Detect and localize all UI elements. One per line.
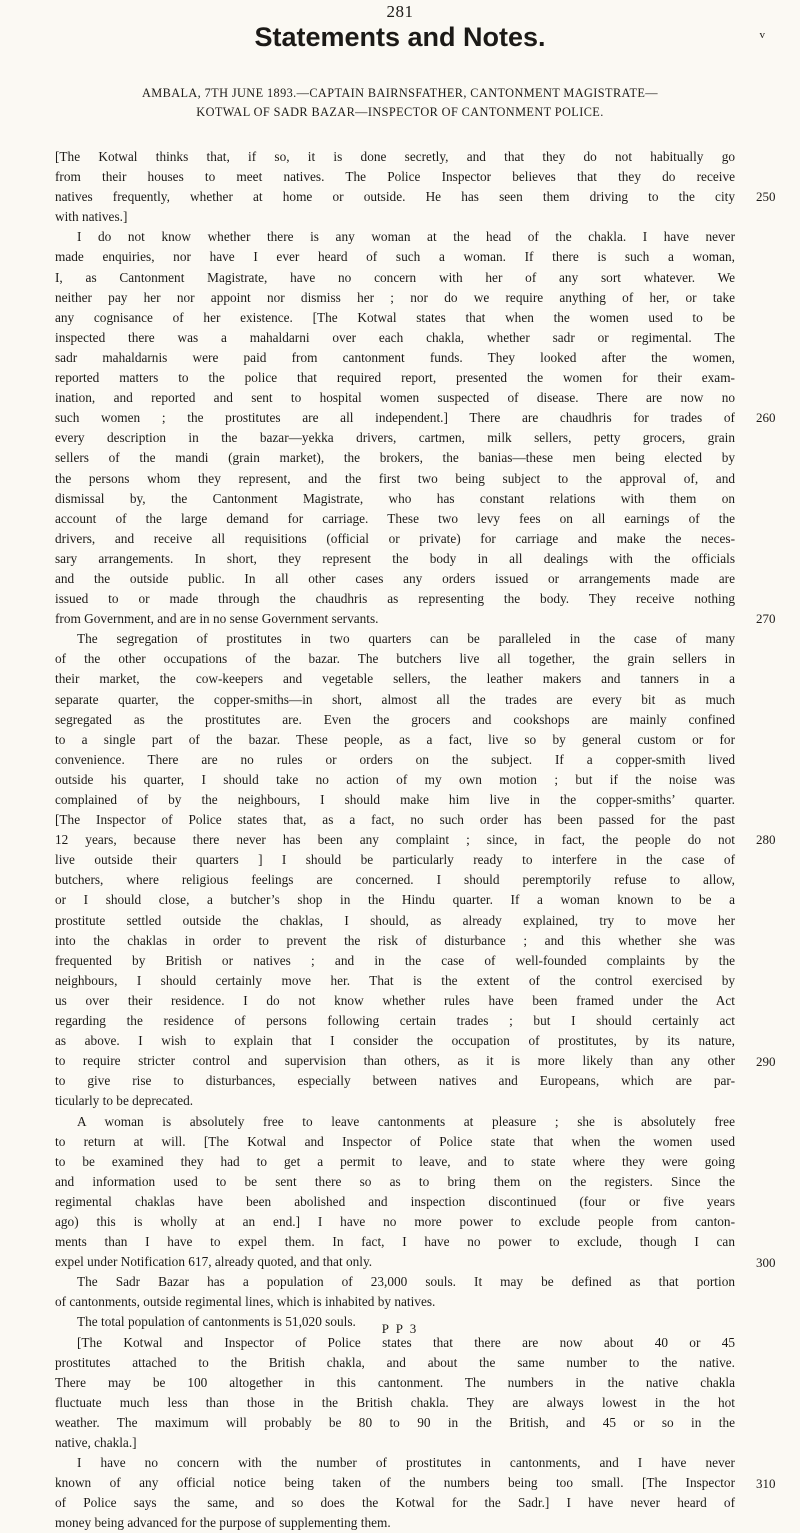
- text-line: frequented by British or natives ; and in the case of well-founded complaints by the: [55, 952, 735, 968]
- text-line: prostitute settled outside the chaklas, I should, as already explained, try to move her: [55, 912, 735, 928]
- text-line: separate quarter, the copper-smiths—in short, almost all the trades are every bit as much: [55, 691, 735, 707]
- text-line: I do not know whether there is any woman at the head of the chakla. I have never: [77, 229, 735, 245]
- dateline: [40, 84, 760, 122]
- text-line: such women ; the prostitutes are all independent.] There are chaudhris for trades of: [55, 410, 735, 426]
- text-line: complained of by the neighbours, I should make him live in the copper-smiths’ quarter.: [55, 792, 735, 807]
- text-line: natives frequently, whether at home or outside. He has seen them driving to the city: [55, 189, 735, 205]
- text-line: of the other occupations of the bazar. The butchers live all together, the grain sellers in: [55, 651, 735, 667]
- text-line: any cognisance of her existence. [The Kotwal states that when the women used to be: [55, 309, 735, 325]
- text-line: regimental chaklas have been abolished and inspection discontinued (four or five years: [55, 1193, 735, 1209]
- text-line: I have no concern with the number of prostitutes in cantonments, and I have never: [77, 1455, 735, 1471]
- text-line: and the outside public. In all other cases any orders issued or arrangements made are: [55, 570, 735, 586]
- text-line: inspected there was a mahaldarni over each chakla, whether sadr or regimental. The: [55, 329, 735, 345]
- text-line: expel under Notification 617, already quoted, and that only.: [55, 1254, 373, 1270]
- text-line: ination, and reported and sent to hospital women suspected of disease. There are now no: [55, 390, 735, 406]
- text-line: sary arrangements. In short, they represent the body in all dealings with the officials: [55, 550, 735, 566]
- text-line: with natives.]: [55, 209, 128, 225]
- text-line: The total population of cantonments is 51,020 souls.: [77, 1314, 356, 1330]
- page-number: 281: [386, 2, 414, 21]
- text-line: There may be 100 altogether in this cantonment. The numbers in the native chakla: [55, 1374, 735, 1390]
- text-line: I, as Cantonment Magistrate, have no concern with her of any sort whatever. We: [55, 269, 735, 285]
- margin-line-number: 310: [756, 1475, 776, 1491]
- text-line: ments than I have to expel them. In fact, I have no power to exclude, though I can: [55, 1234, 735, 1250]
- text-line: The Sadr Bazar has a population of 23,000 souls. It may be defined as that portion: [77, 1274, 735, 1290]
- text-line: money being advanced for the purpose of supplementing them.: [55, 1515, 391, 1531]
- text-line: from their houses to meet natives. The Police Inspector believes that they do receive: [55, 169, 735, 185]
- text-line: live outside their quarters ] I should be particularly ready to interfere in the case of: [55, 852, 735, 868]
- text-line: to return at will. [The Kotwal and Inspector of Police state that when the women used: [55, 1133, 735, 1149]
- text-line: us over their residence. I do not know whether rules have been framed under the Act: [55, 992, 735, 1008]
- text-line: and information used to be sent there so as to bring them on the registers. Since the: [55, 1173, 735, 1189]
- text-line: weather. The maximum will probably be 80 to 90 in the British, and 45 or so in the: [55, 1414, 735, 1430]
- text-line: or I should close, a butcher’s shop in the Hindu quarter. If a woman known to be a: [55, 892, 735, 908]
- dateline-line-1: AMBALA, 7TH JUNE 1893.—CAPTAIN BAIRNSFATHER, CANTONMENT MAGISTRATE—: [141, 86, 658, 100]
- text-line: known of any official notice being taken of the numbers being too small. [The Inspector: [55, 1475, 735, 1491]
- text-line: reported matters to the police that required report, presented the women for their exam-: [55, 370, 735, 386]
- text-line: of cantonments, outside regimental lines, which is inhabited by natives.: [55, 1294, 436, 1310]
- text-line: ago) this is wholly at an end.] I have no more power to exclude people from canton-: [55, 1213, 735, 1229]
- text-line: 12 years, because there never has been any complaint ; since, in fact, the people do not: [55, 832, 735, 848]
- text-line: ticularly to be deprecated.: [55, 1093, 194, 1109]
- margin-line-number: 290: [756, 1053, 776, 1069]
- text-line: made enquiries, nor have I ever heard of such a woman. If there is such a woman,: [55, 249, 735, 265]
- text-line: The segregation of prostitutes in two quarters can be paralleled in the case of many: [77, 631, 735, 647]
- text-line: outside his quarter, I should take no action of my own motion ; but if the noise was: [55, 771, 735, 787]
- text-line: to give rise to disturbances, especially between natives and Europeans, which are par-: [55, 1073, 735, 1089]
- printer-signature: P P 3: [381, 1321, 419, 1336]
- text-line: their market, the cow-keepers and vegetable sellers, the leather makers and tanners in a: [55, 671, 735, 687]
- text-line: account of the large demand for carriage. These two levy fees on all earnings of the: [55, 510, 735, 526]
- signature-mark: v: [759, 29, 765, 41]
- text-line: regarding the residence of persons following certain trades ; but I should certainly act: [55, 1013, 735, 1029]
- text-line: sellers of the mandi (grain market), the brokers, the banias—these men being elected by: [55, 450, 735, 466]
- text-line: native, chakla.]: [55, 1435, 137, 1450]
- text-line: into the chaklas in order to prevent the risk of disturbance ; and this whether she was: [55, 932, 735, 948]
- text-line: neighbours, I should certainly move her. That is the extent of the control exercised by: [55, 972, 735, 988]
- text-line: to a single part of the bazar. These people, as a fact, live so by general custom or for: [55, 731, 735, 747]
- margin-line-number: 270: [756, 611, 776, 627]
- text-line: sadr mahaldarnis were paid from cantonment funds. They looked after the women,: [55, 349, 735, 365]
- text-line: prostitutes attached to the British chakla, and about the same number to the native.: [55, 1354, 735, 1370]
- margin-line-number: 280: [756, 832, 776, 848]
- text-line: A woman is absolutely free to leave cantonments at pleasure ; she is absolutely free: [77, 1113, 735, 1129]
- text-line: drivers, and receive all requisitions (official or private) for carriage and make the neces-: [55, 530, 735, 546]
- text-line: [The Kotwal thinks that, if so, it is done secretly, and that they do not habitually go: [55, 149, 735, 164]
- text-line: [The Inspector of Police states that, as a fact, no such order has been passed for the past: [55, 812, 735, 828]
- text-line: as above. I wish to explain that I consider the occupation of prostitutes, by its nature,: [55, 1033, 735, 1049]
- text-line: from Government, and are in no sense Government servants.: [55, 611, 379, 627]
- margin-line-number: 250: [756, 189, 776, 205]
- text-line: butchers, where religious feelings are concerned. I should peremptorily refuse to allow,: [55, 872, 735, 888]
- text-line: to be examined they had to get a permit to leave, and to state where they were going: [55, 1153, 735, 1169]
- margin-line-number: 260: [756, 410, 776, 426]
- text-line: neither pay her nor appoint nor dismiss her ; nor do we require anything of her, or take: [55, 289, 735, 305]
- text-line: convenience. There are no rules or orders on the subject. If a copper-smith lived: [55, 751, 735, 767]
- margin-line-number: 300: [756, 1254, 776, 1270]
- dateline-line-2: KOTWAL OF SADR BAZAR—INSPECTOR OF CANTONMENT POLICE.: [196, 105, 604, 119]
- text-line: every description in the bazar—yekka drivers, cartmen, milk sellers, petty grocers, grain: [55, 430, 735, 446]
- text-line: segregated as the prostitutes are. Even the grocers and cookshops are mainly confined: [55, 711, 735, 727]
- text-line: [The Kotwal and Inspector of Police states that there are now about 40 or 45: [77, 1334, 735, 1350]
- text-line: of Police says the same, and so does the Kotwal for the Sadr.] I have never heard of: [55, 1495, 735, 1511]
- text-line: issued to or made through the chaudhris as representing the body. They receive nothing: [55, 591, 735, 607]
- text-line: dismissal by, the Cantonment Magistrate, who has constant relations with them on: [55, 490, 735, 506]
- text-line: fluctuate much less than those in the British chakla. They are always lowest in the hot: [55, 1394, 735, 1410]
- text-line: the persons whom they represent, and the first two being subject to the approval of, and: [55, 470, 735, 486]
- running-title: Statements and Notes.: [254, 22, 546, 52]
- text-line: to require stricter control and supervision than others, as it is more likely than any other: [55, 1053, 735, 1069]
